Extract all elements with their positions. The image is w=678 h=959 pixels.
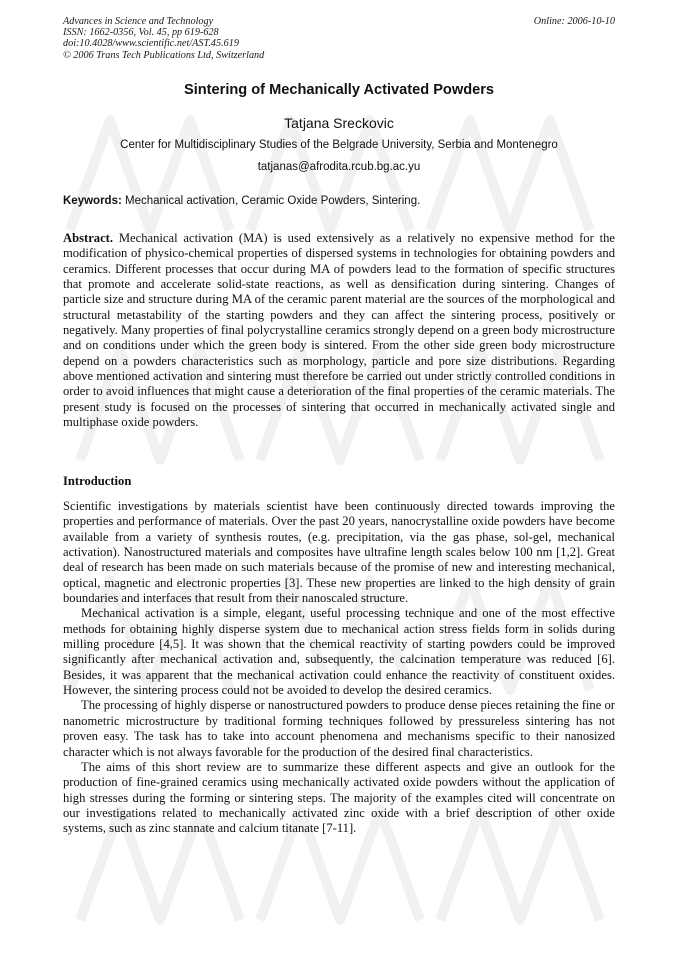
- keywords-text: Mechanical activation, Ceramic Oxide Powders, Sintering.: [125, 195, 421, 207]
- journal-name: Advances in Science and Technology: [63, 16, 214, 27]
- issn-line: ISSN: 1662-0356, Vol. 45, pp 619-628: [63, 27, 219, 39]
- publication-header: [63, 16, 615, 61]
- author-affiliation: Center for Multidisciplinary Studies of the Belgrade University, Serbia and Montenegro: [120, 139, 558, 151]
- paper-title: Sintering of Mechanically Activated Powders: [183, 82, 495, 98]
- abstract-text: Mechanical activation (MA) is used extensively as a relatively no expensive method for the modification of physico-chemical properties of dispersed systems in technologies for obtaining powders and ceramics. Different processes that occur during MA of powders lead to the formation of specific structures that promote and accelerate solid-state reactions, as well as densification during sintering. Changes of particle size and structure during MA of the ceramic parent material are the sources of the morphological and structural metastability of the starting powders and they can affect the sintering process, positively or negatively. Many properties of final polycrystalline ceramics strongly depend on a green body microstructure and on conditions under which the green body is sintered. From the other side green body microstructure depend on a powders characteristics such as morphology, particle and pore size distributions. Regarding above mentioned activation and sintering must therefore be carried out under strictly controlled conditions in order to avoid influences that might cause a deterioration of the final properties of the ceramic materials. The present study is focused on the processes of sintering that occurred in mechanically activated single and multiphase oxide powders.: [63, 231, 615, 430]
- keywords-section: [63, 194, 615, 208]
- online-date: Online: 2006-10-10: [533, 16, 615, 27]
- introduction-heading: Introduction: [63, 474, 132, 488]
- author-email: tatjanas@afrodita.rcub.bg.ac.yu: [257, 161, 421, 173]
- author-name: Tatjana Sreckovic: [284, 115, 394, 131]
- copyright-line: © 2006 Trans Tech Publications Ltd, Switzerland: [63, 49, 265, 61]
- introduction-paragraph: Scientific investigations by materials scientist have been continuously directed towards improving the properties and performance of materials. Over the past 20 years, nanocrystalline oxide powders have become available from a variety of synthesis routes, (e.g. precipitation, via the gas phase, sol-gel, mechanical activation). Nanostructured materials and composites have ultrafine length scales below 100 nm [1,2]. Great deal of research has been made on such materials because of the promise of new and interesting mechanical, optical, magnetic and electronic properties [3]. These new properties are linked to the high density of grain boundaries and interfaces that result from their nanoscaled structure.: [63, 499, 615, 606]
- introduction-paragraph: The aims of this short review are to summarize these different aspects and give an outlook for the production of fine-grained ceramics using mechanically activated oxide powders without the application of high stresses during the forming or sintering steps. The majority of the examples cited will concentrate on our investigations related to mechanically activated zinc oxide with a brief description of other oxide systems, such as zinc stannate and calcium titanate [7-11].: [63, 759, 615, 836]
- introduction-body: [63, 499, 615, 837]
- keywords-label: Keywords:: [63, 195, 122, 207]
- introduction-paragraph: Mechanical activation is a simple, elegant, useful processing technique and one of the most effective methods for obtaining highly disperse system due to mechanical action stress fields form in solids during milling procedure [4,5]. It was shown that the chemical reactivity of starting powders could be improved significantly after mechanical activation and, subsequently, the calcination temperature was reduced [6]. Besides, it was apparent that the mechanical activation could enhance the reactivity of constituent oxides. However, the sintering process could not be avoided to develop the desired ceramics.: [63, 606, 615, 698]
- doi-line: doi:10.4028/www.scientific.net/AST.45.619: [63, 38, 239, 50]
- abstract-label: Abstract.: [63, 231, 114, 245]
- abstract-section: [63, 231, 615, 430]
- introduction-paragraph: The processing of highly disperse or nanostructured powders to produce dense pieces retaining the fine or nanometric microstructure by traditional forming techniques followed by pressureless sintering has not proven easy. The task has to take into account phenomena and mechanisms specific to their nanosized character which is not always favorable for the production of the desired final characteristics.: [63, 698, 615, 759]
